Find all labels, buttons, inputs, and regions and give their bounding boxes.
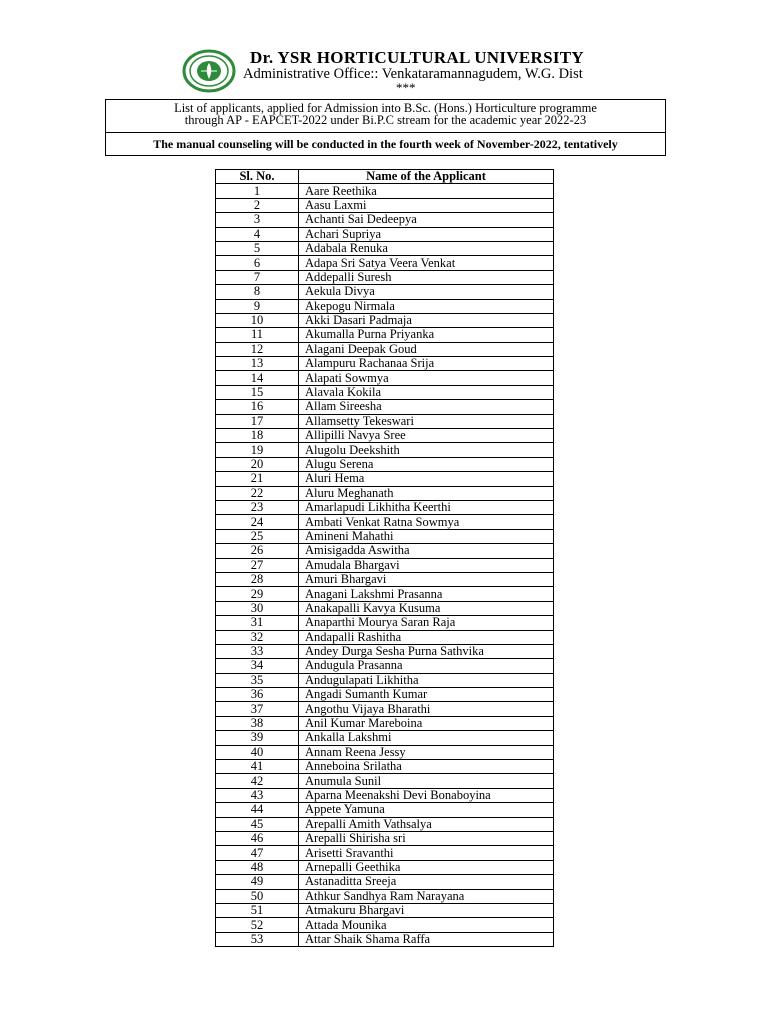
table-row (216, 630, 554, 644)
table-row (216, 457, 554, 471)
sl-no-cell: 47 (216, 846, 299, 860)
applicant-name-cell: Andugula Prasanna (299, 659, 554, 673)
table-row (216, 702, 554, 716)
sl-no-cell: 34 (216, 659, 299, 673)
table-row (216, 889, 554, 903)
sl-no-cell: 15 (216, 385, 299, 399)
sl-no-cell: 19 (216, 443, 299, 457)
table-row (216, 774, 554, 788)
sl-no-cell: 28 (216, 572, 299, 586)
sl-no-cell: 20 (216, 457, 299, 471)
table-row (216, 357, 554, 371)
applicant-name-cell: Arnepalli Geethika (299, 860, 554, 874)
table-row (216, 788, 554, 802)
sl-no-cell: 31 (216, 616, 299, 630)
sl-no-cell: 7 (216, 270, 299, 284)
applicant-name-cell: Attada Mounika (299, 918, 554, 932)
table-row (216, 285, 554, 299)
sl-no-cell: 37 (216, 702, 299, 716)
table-row (216, 198, 554, 212)
applicant-name-cell: Amuri Bhargavi (299, 572, 554, 586)
table-row (216, 688, 554, 702)
applicant-name-header: Name of the Applicant (299, 170, 554, 184)
sl-no-cell: 14 (216, 371, 299, 385)
sl-no-cell: 1 (216, 184, 299, 198)
table-row (216, 529, 554, 543)
sl-no-cell: 41 (216, 760, 299, 774)
table-row (216, 745, 554, 759)
table-row (216, 918, 554, 932)
applicant-name-cell: Ankalla Lakshmi (299, 731, 554, 745)
sl-no-cell: 30 (216, 601, 299, 615)
table-row (216, 875, 554, 889)
applicant-name-cell: Anil Kumar Mareboina (299, 716, 554, 730)
applicant-name-cell: Alagani Deepak Goud (299, 342, 554, 356)
applicant-name-cell: Angadi Sumanth Kumar (299, 688, 554, 702)
table-row (216, 270, 554, 284)
separator-stars: *** (396, 80, 416, 95)
sl-no-cell: 12 (216, 342, 299, 356)
sl-no-cell: 48 (216, 860, 299, 874)
applicant-name-cell: Astanaditta Sreeja (299, 875, 554, 889)
table-row (216, 227, 554, 241)
applicant-name-cell: Atmakuru Bhargavi (299, 903, 554, 917)
sl-no-cell: 51 (216, 903, 299, 917)
counseling-notice: The manual counseling will be conducted in the fourth week of November-2022, tentatively (153, 137, 618, 151)
applicant-name-cell: Adabala Renuka (299, 241, 554, 255)
table-row (216, 803, 554, 817)
notice-divider (106, 132, 665, 133)
table-row (216, 241, 554, 255)
sl-no-cell: 39 (216, 731, 299, 745)
applicant-name-cell: Alavala Kokila (299, 385, 554, 399)
table-row (216, 932, 554, 946)
sl-no-cell: 8 (216, 285, 299, 299)
applicant-name-cell: Anagani Lakshmi Prasanna (299, 587, 554, 601)
sl-no-cell: 50 (216, 889, 299, 903)
university-emblem-icon (182, 49, 236, 93)
table-row (216, 616, 554, 630)
sl-no-cell: 32 (216, 630, 299, 644)
sl-no-cell: 24 (216, 515, 299, 529)
sl-no-cell: 35 (216, 673, 299, 687)
table-row (216, 313, 554, 327)
sl-no-cell: 49 (216, 875, 299, 889)
office-address: Administrative Office:: Venkataramannagudem, W.G. Dist (243, 66, 583, 82)
applicant-name-cell: Andey Durga Sesha Purna Sathvika (299, 644, 554, 658)
table-row (216, 659, 554, 673)
table-row (216, 731, 554, 745)
table-row (216, 256, 554, 270)
applicant-name-cell: Anaparthi Mourya Saran Raja (299, 616, 554, 630)
table-header-row (216, 170, 554, 184)
applicant-name-cell: Achari Supriya (299, 227, 554, 241)
applicant-name-cell: Aekula Divya (299, 285, 554, 299)
sl-no-cell: 6 (216, 256, 299, 270)
sl-no-cell: 53 (216, 932, 299, 946)
sl-no-cell: 46 (216, 831, 299, 845)
table-row (216, 716, 554, 730)
table-row (216, 342, 554, 356)
applicant-name-cell: Aluri Hema (299, 472, 554, 486)
applicant-name-cell: Allamsetty Tekeswari (299, 414, 554, 428)
sl-no-cell: 17 (216, 414, 299, 428)
sl-no-cell: 21 (216, 472, 299, 486)
applicant-name-cell: Athkur Sandhya Ram Narayana (299, 889, 554, 903)
table-row (216, 429, 554, 443)
applicant-name-cell: Allipilli Navya Sree (299, 429, 554, 443)
table-row (216, 472, 554, 486)
sl-no-cell: 13 (216, 357, 299, 371)
applicant-name-cell: Arepalli Amith Vathsalya (299, 817, 554, 831)
applicant-name-cell: Adapa Sri Satya Veera Venkat (299, 256, 554, 270)
table-row (216, 328, 554, 342)
sl-no-cell: 44 (216, 803, 299, 817)
table-row (216, 558, 554, 572)
applicant-name-cell: Alugolu Deekshith (299, 443, 554, 457)
sl-no-cell: 16 (216, 400, 299, 414)
applicant-name-cell: Akumalla Purna Priyanka (299, 328, 554, 342)
university-logo (182, 49, 236, 93)
notice-box (105, 99, 666, 156)
sl-no-cell: 26 (216, 544, 299, 558)
applicants-table (215, 169, 554, 947)
sl-no-cell: 27 (216, 558, 299, 572)
table-row (216, 817, 554, 831)
table-row (216, 515, 554, 529)
table-row (216, 385, 554, 399)
applicant-name-cell: Aasu Laxmi (299, 198, 554, 212)
sl-no-cell: 29 (216, 587, 299, 601)
table-row (216, 371, 554, 385)
university-name: Dr. YSR HORTICULTURAL UNIVERSITY (250, 48, 584, 67)
applicant-name-cell: Amudala Bhargavi (299, 558, 554, 572)
applicant-name-cell: Alampuru Rachanaa Srija (299, 357, 554, 371)
applicant-name-cell: Arepalli Shirisha sri (299, 831, 554, 845)
sl-no-cell: 22 (216, 486, 299, 500)
sl-no-cell: 36 (216, 688, 299, 702)
table-row (216, 400, 554, 414)
table-row (216, 486, 554, 500)
sl-no-cell: 52 (216, 918, 299, 932)
sl-no-header: Sl. No. (216, 170, 299, 184)
table-row (216, 213, 554, 227)
table-row (216, 587, 554, 601)
applicant-name-cell: Akepogu Nirmala (299, 299, 554, 313)
applicant-name-cell: Amisigadda Aswitha (299, 544, 554, 558)
notice-line-2: through AP - EAPCET-2022 under Bi.P.C stream for the academic year 2022-23 (184, 113, 587, 127)
sl-no-cell: 23 (216, 500, 299, 514)
sl-no-cell: 33 (216, 644, 299, 658)
sl-no-cell: 18 (216, 429, 299, 443)
sl-no-cell: 10 (216, 313, 299, 327)
table-row (216, 860, 554, 874)
applicant-name-cell: Andapalli Rashitha (299, 630, 554, 644)
sl-no-cell: 25 (216, 529, 299, 543)
applicant-name-cell: Annam Reena Jessy (299, 745, 554, 759)
applicant-name-cell: Ambati Venkat Ratna Sowmya (299, 515, 554, 529)
sl-no-cell: 38 (216, 716, 299, 730)
sl-no-cell: 5 (216, 241, 299, 255)
applicant-name-cell: Akki Dasari Padmaja (299, 313, 554, 327)
applicant-name-cell: Anneboina Srilatha (299, 760, 554, 774)
sl-no-cell: 45 (216, 817, 299, 831)
sl-no-cell: 11 (216, 328, 299, 342)
applicant-name-cell: Anakapalli Kavya Kusuma (299, 601, 554, 615)
table-row (216, 414, 554, 428)
applicant-name-cell: Arisetti Sravanthi (299, 846, 554, 860)
table-row (216, 500, 554, 514)
table-row (216, 644, 554, 658)
sl-no-cell: 4 (216, 227, 299, 241)
table-row (216, 831, 554, 845)
applicant-name-cell: Alapati Sowmya (299, 371, 554, 385)
applicant-name-cell: Aparna Meenakshi Devi Bonaboyina (299, 788, 554, 802)
applicant-name-cell: Achanti Sai Dedeepya (299, 213, 554, 227)
table-row (216, 846, 554, 860)
sl-no-cell: 40 (216, 745, 299, 759)
applicant-name-cell: Appete Yamuna (299, 803, 554, 817)
applicant-name-cell: Angothu Vijaya Bharathi (299, 702, 554, 716)
table-row (216, 601, 554, 615)
applicant-name-cell: Aare Reethika (299, 184, 554, 198)
applicant-name-cell: Amarlapudi Likhitha Keerthi (299, 500, 554, 514)
applicant-name-cell: Anumula Sunil (299, 774, 554, 788)
table-row (216, 903, 554, 917)
table-row (216, 760, 554, 774)
applicant-name-cell: Amineni Mahathi (299, 529, 554, 543)
applicant-name-cell: Alugu Serena (299, 457, 554, 471)
applicant-name-cell: Aluru Meghanath (299, 486, 554, 500)
notice-line-1: List of applicants, applied for Admission into B.Sc. (Hons.) Horticulture programme (174, 101, 597, 115)
applicant-name-cell: Attar Shaik Shama Raffa (299, 932, 554, 946)
sl-no-cell: 42 (216, 774, 299, 788)
sl-no-cell: 43 (216, 788, 299, 802)
applicant-name-cell: Allam Sireesha (299, 400, 554, 414)
applicant-name-cell: Andugulapati Likhitha (299, 673, 554, 687)
applicant-name-cell: Addepalli Suresh (299, 270, 554, 284)
table-row (216, 184, 554, 198)
table-row (216, 443, 554, 457)
table-row (216, 572, 554, 586)
sl-no-cell: 3 (216, 213, 299, 227)
table-row (216, 299, 554, 313)
table-row (216, 673, 554, 687)
table-row (216, 544, 554, 558)
sl-no-cell: 9 (216, 299, 299, 313)
sl-no-cell: 2 (216, 198, 299, 212)
